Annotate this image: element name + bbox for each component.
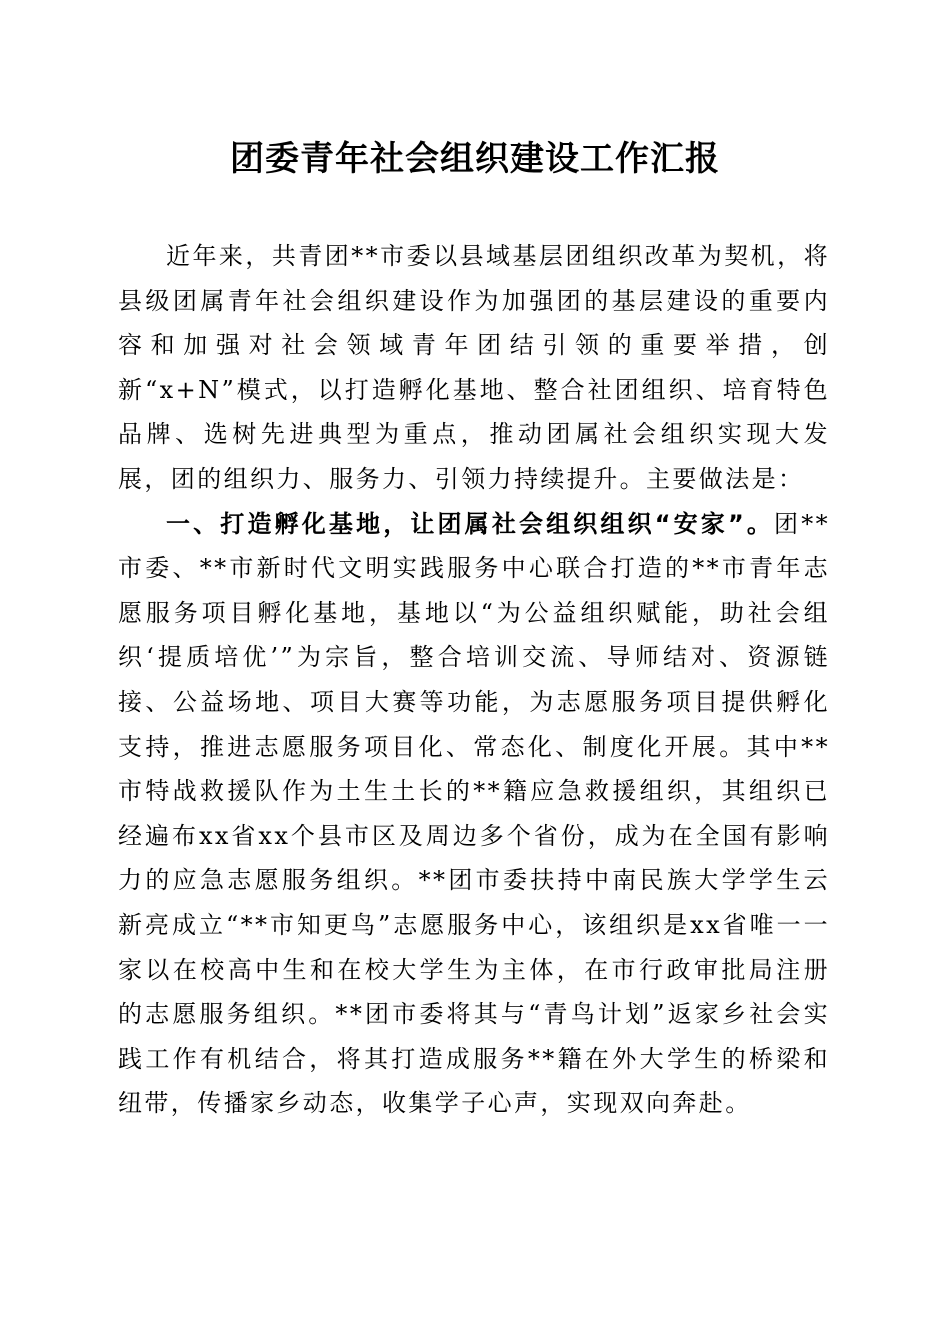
intro-paragraph: 近年来，共青团**市委以县域基层团组织改革为契机，将县级团属青年社会组织建设作为加强团的基层建设的重要内容和加强对社会领域青年团结引领的重要举措，创新“x+N”模式，以打造孵化基地、整合社团组织、培育特色品牌、选树先进典型为重点，推动团属社会组织实现大发展，团的组织力、服务力、引领力持续提升。主要做法是：	[118, 242, 830, 493]
document-body	[118, 234, 830, 1126]
section-1-heading: 一、打造孵化基地，让团属社会组织组织“安家”。	[166, 509, 775, 538]
section-1-paragraph	[118, 502, 830, 1126]
section-1-body: 团**市委、**市新时代文明实践服务中心联合打造的**市青年志愿服务项目孵化基地，基地以“为公益组织赋能，助社会组织‘提质培优’”为宗旨，整合培训交流、导师结对、资源链接、公益场地、项目大赛等功能，为志愿服务项目提供孵化支持，推进志愿服务项目化、常态化、制度化开展。其中**市特战救援队作为土生土长的**籍应急救援组织，其组织已经遍布xx省xx个县市区及周边多个省份，成为在全国有影响力的应急志愿服务组织。**团市委扶持中南民族大学学生云新亮成立“**市知更鸟”志愿服务中心，该组织是xx省唯一一家以在校高中生和在校大学生为主体，在市行政审批局注册的志愿服务组织。**团市委将其与“青鸟计划”返家乡社会实践工作有机结合，将其打造成服务**籍在外大学生的桥梁和纽带，传播家乡动态，收集学子心声，实现双向奔赴。	[118, 509, 830, 1118]
document-title: 团委青年社会组织建设工作汇报	[230, 139, 720, 179]
